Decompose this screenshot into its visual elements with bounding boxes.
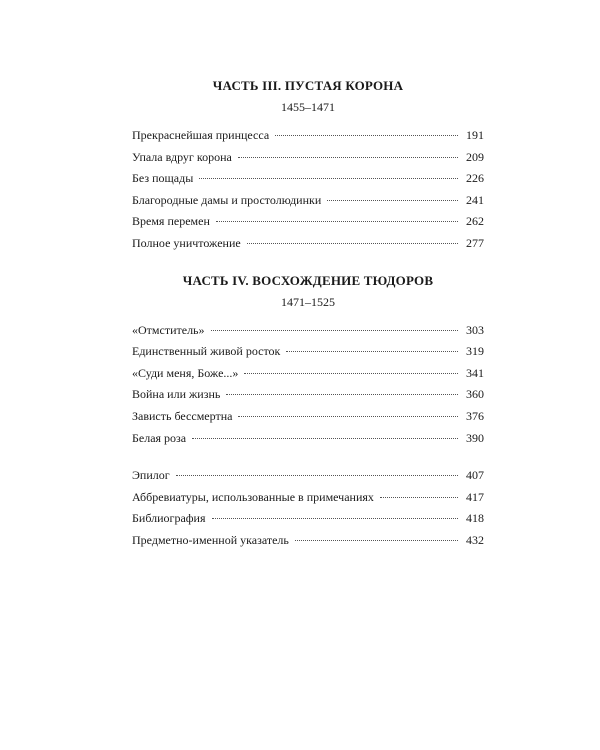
toc-entry-page: 277	[466, 235, 484, 250]
toc-entry-page: 209	[466, 149, 484, 164]
toc-entry[interactable]	[132, 363, 484, 385]
toc-entry[interactable]	[132, 190, 484, 212]
toc-entry-title: Эпилог	[132, 468, 170, 483]
part-3-years: 1455–1471	[281, 100, 335, 114]
dot-leader	[176, 475, 458, 476]
toc-entry[interactable]	[132, 147, 484, 169]
toc-entry-title: Благородные дамы и простолюдинки	[132, 192, 322, 207]
toc-entry-page: 418	[466, 511, 484, 526]
part-4-section	[132, 273, 484, 450]
dot-leader	[226, 394, 458, 395]
toc-entry-title: Полное уничтожение	[132, 235, 241, 250]
table-of-contents	[132, 78, 484, 552]
toc-entry-page: 376	[466, 408, 484, 423]
dot-leader	[247, 243, 458, 244]
dot-leader	[212, 518, 459, 519]
toc-entry[interactable]	[132, 465, 484, 487]
dot-leader	[216, 221, 458, 222]
toc-entry[interactable]	[132, 320, 484, 342]
toc-entry-title: Библиография	[132, 511, 206, 526]
toc-entry-title: Без пощады	[132, 171, 194, 186]
dot-leader	[275, 135, 458, 136]
appendix-entries	[132, 465, 484, 551]
toc-entry[interactable]	[132, 508, 484, 530]
toc-entry-title: Предметно-именной указатель	[132, 532, 289, 547]
toc-entry[interactable]	[132, 384, 484, 406]
toc-entry-page: 432	[466, 532, 484, 547]
dot-leader	[286, 351, 458, 352]
dot-leader	[199, 178, 458, 179]
toc-entry[interactable]	[132, 341, 484, 363]
dot-leader	[192, 438, 458, 439]
part-4-entries	[132, 320, 484, 450]
part-3-title: ЧАСТЬ III. ПУСТАЯ КОРОНА	[212, 78, 404, 93]
toc-entry-page: 360	[466, 387, 484, 402]
toc-entry[interactable]	[132, 487, 484, 509]
toc-entry-page: 262	[466, 214, 484, 229]
toc-entry[interactable]	[132, 530, 484, 552]
part-4-title: ЧАСТЬ IV. ВОСХОЖДЕНИЕ ТЮДОРОВ	[182, 272, 434, 288]
toc-entry-title: Белая роза	[132, 430, 187, 445]
toc-entry-page: 341	[466, 365, 484, 380]
toc-entry-page: 226	[466, 171, 484, 186]
part-3-section	[132, 78, 484, 255]
toc-entry[interactable]	[132, 428, 484, 450]
toc-entry-page: 407	[466, 468, 484, 483]
part-3-entries	[132, 125, 484, 255]
part-4-years: 1471–1525	[281, 294, 335, 309]
toc-entry-title: «Суди меня, Боже...»	[132, 365, 239, 380]
dot-leader	[244, 373, 458, 374]
toc-entry-title: Аббревиатуры, использованные в примечаниях	[132, 489, 374, 504]
toc-entry[interactable]	[132, 168, 484, 190]
dot-leader	[238, 416, 458, 417]
dot-leader	[238, 157, 458, 158]
dot-leader	[327, 200, 458, 201]
toc-entry-page: 241	[466, 192, 484, 207]
toc-entry[interactable]	[132, 406, 484, 428]
toc-entry-title: «Отмститель»	[132, 322, 205, 337]
toc-entry-page: 319	[466, 344, 484, 359]
dot-leader	[295, 540, 458, 541]
toc-entry-title: Прекраснейшая принцесса	[132, 128, 270, 142]
toc-entry[interactable]	[132, 125, 484, 147]
toc-entry-title: Война или жизнь	[132, 387, 221, 402]
toc-entry-page: 303	[466, 322, 484, 337]
toc-entry[interactable]	[132, 211, 484, 233]
toc-entry-page: 191	[466, 128, 484, 142]
toc-entry-title: Время перемен	[132, 214, 210, 229]
dot-leader	[380, 497, 458, 498]
toc-entry-title: Единственный живой росток	[132, 344, 281, 359]
dot-leader	[211, 330, 458, 331]
toc-entry-page: 417	[466, 489, 484, 504]
toc-entry-title: Упала вдруг корона	[132, 149, 232, 164]
toc-entry-page: 390	[466, 430, 484, 445]
toc-entry[interactable]	[132, 233, 484, 255]
toc-entry-title: Зависть бессмертна	[132, 408, 233, 423]
